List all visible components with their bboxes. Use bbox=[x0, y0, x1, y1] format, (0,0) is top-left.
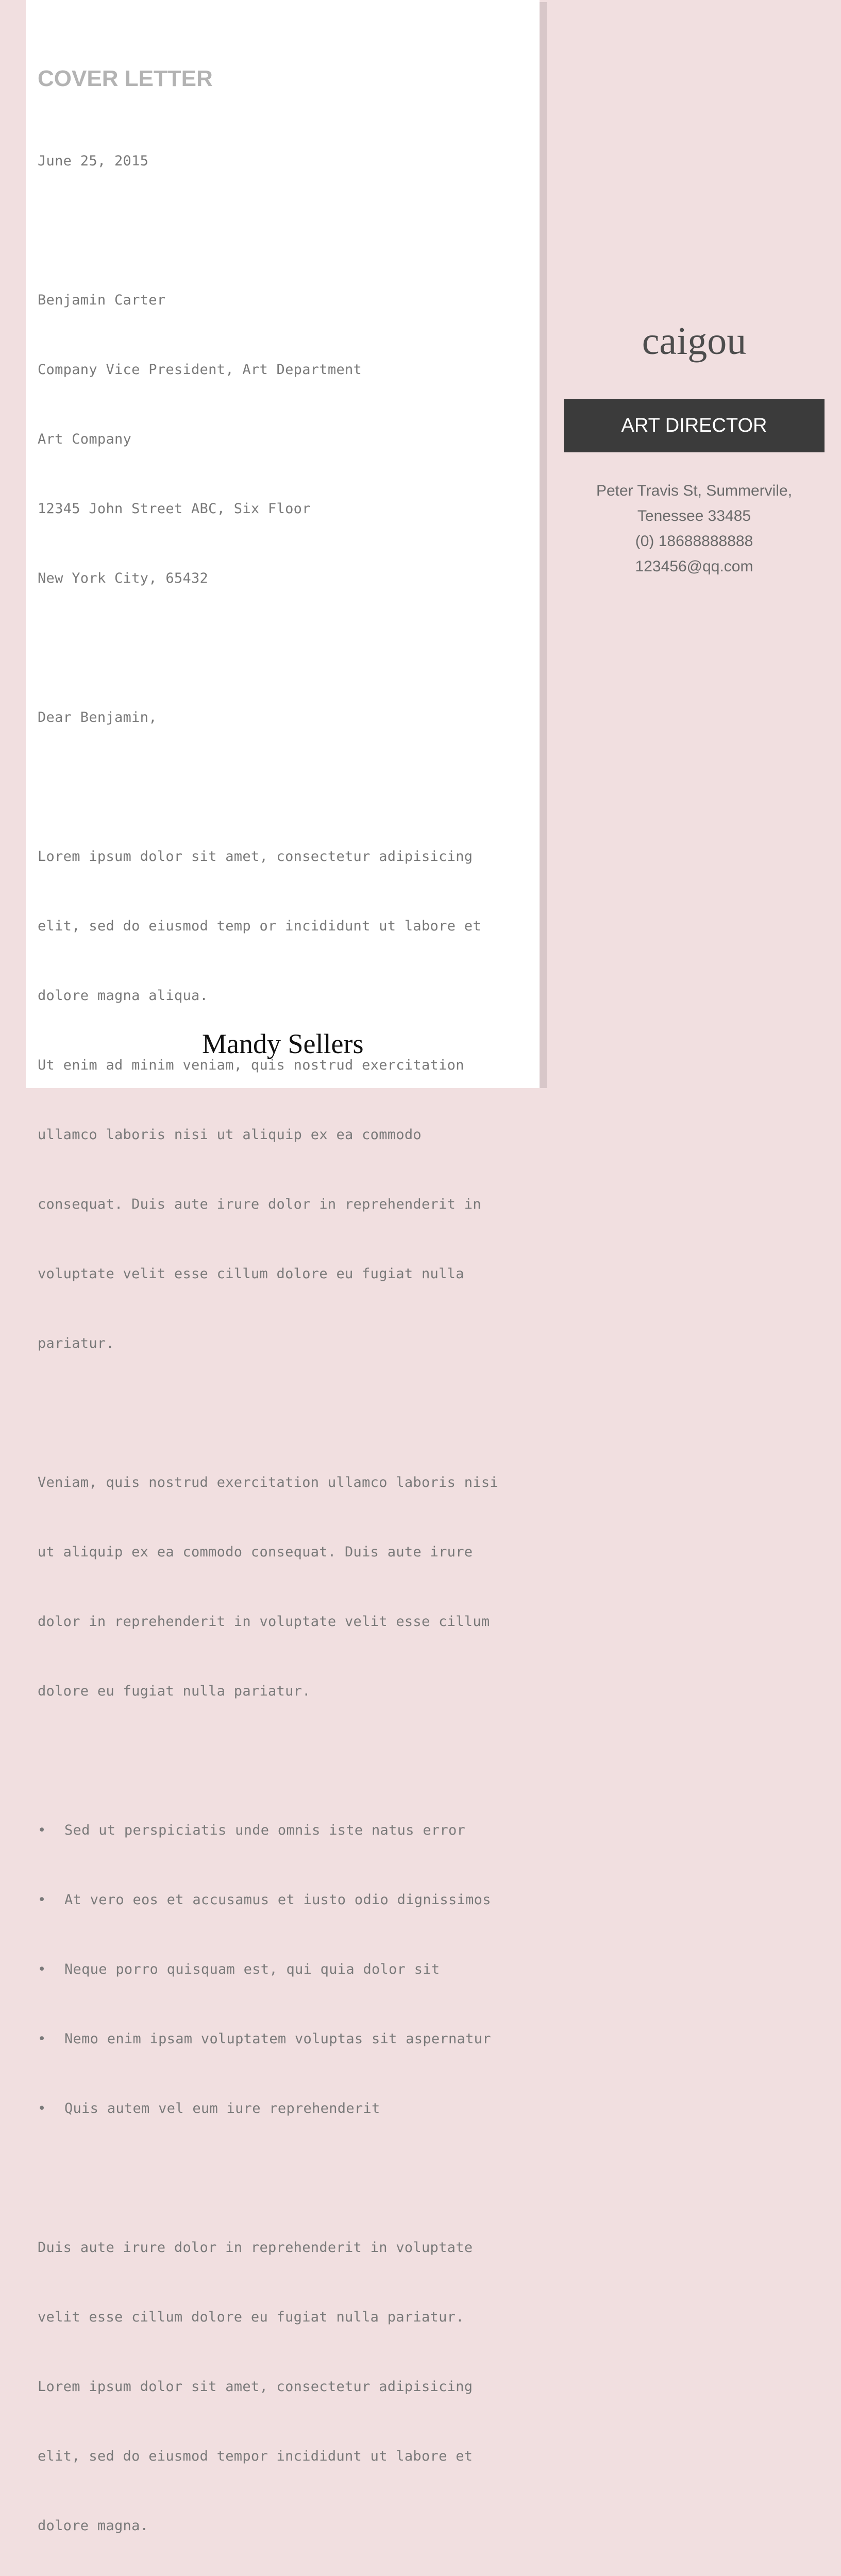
paragraph-line: consequat. Duis aute irure dolor in reprehenderit in bbox=[38, 1196, 481, 1212]
list-item-text: At vero eos et accusamus et iusto odio dignissimos bbox=[64, 1892, 491, 1908]
paragraph-line: elit, sed do eiusmod tempor incididunt ut labore et bbox=[38, 2448, 473, 2464]
bullet-icon: • bbox=[38, 1961, 46, 1977]
email-address: 123456@qq.com bbox=[635, 558, 753, 575]
recipient-name: Benjamin Carter bbox=[38, 292, 166, 308]
sheet-divider bbox=[540, 2, 547, 1088]
paragraph-line: velit esse cillum dolore eu fugiat nulla pariatur. bbox=[38, 2309, 464, 2325]
paragraph-line: Veniam, quis nostrud exercitation ullamco laboris nisi bbox=[38, 1475, 498, 1490]
list-item bbox=[38, 2097, 532, 2120]
paragraph-line: ut aliquip ex ea commodo consequat. Duis aute irure bbox=[38, 1544, 473, 1560]
list-item bbox=[38, 1819, 532, 1842]
recipient-city: New York City, 65432 bbox=[38, 570, 209, 586]
signature: Mandy Sellers bbox=[202, 1028, 364, 1059]
contact-info bbox=[564, 478, 825, 579]
paragraph-line: Lorem ipsum dolor sit amet, consectetur adipisicing bbox=[38, 849, 473, 865]
role-banner: ART DIRECTOR bbox=[564, 399, 825, 452]
bullet-icon: • bbox=[38, 1822, 46, 1838]
letter-date: June 25, 2015 bbox=[38, 153, 149, 169]
address-line-1: Peter Travis St, Summervile, bbox=[596, 482, 793, 499]
paragraph-line: dolore magna. bbox=[38, 2518, 149, 2534]
paragraph-line: elit, sed do eiusmod temp or incididunt ut labore et bbox=[38, 918, 481, 934]
applicant-name: caigou bbox=[642, 319, 747, 363]
sidebar bbox=[564, 0, 825, 1088]
paragraph-line: Ut enim ad minim veniam, quis nostrud exercitation bbox=[38, 1057, 464, 1073]
list-item-text: Nemo enim ipsam voluptatem voluptas sit aspernatur bbox=[64, 2031, 491, 2047]
paragraph-line: dolor in reprehenderit in voluptate velit esse cillum bbox=[38, 1614, 490, 1630]
phone-number: (0) 18688888888 bbox=[635, 533, 753, 550]
paragraph-line: Lorem ipsum dolor sit amet, consectetur adipisicing bbox=[38, 2379, 473, 2395]
recipient-title: Company Vice President, Art Department bbox=[38, 362, 362, 378]
list-item-text: Quis autem vel eum iure reprehenderit bbox=[64, 2100, 380, 2116]
paragraph-line: dolore eu fugiat nulla pariatur. bbox=[38, 1683, 311, 1699]
salutation: Dear Benjamin, bbox=[38, 709, 157, 725]
list-item bbox=[38, 1958, 532, 1981]
list-item-text: Sed ut perspiciatis unde omnis iste natus error bbox=[64, 1822, 466, 1838]
paragraph-line: ullamco laboris nisi ut aliquip ex ea commodo bbox=[38, 1127, 422, 1143]
bullet-icon: • bbox=[38, 2100, 46, 2116]
bullet-icon: • bbox=[38, 2031, 46, 2047]
letter-body bbox=[38, 103, 532, 2576]
recipient-street: 12345 John Street ABC, Six Floor bbox=[38, 501, 311, 517]
paragraph-line: dolore magna aliqua. bbox=[38, 988, 209, 1004]
bullet-icon: • bbox=[38, 1892, 46, 1908]
address-line-2: Tenessee 33485 bbox=[637, 507, 751, 524]
paragraph-line: pariatur. bbox=[38, 1335, 114, 1351]
list-item bbox=[38, 1888, 532, 1911]
paragraph-line: voluptate velit esse cillum dolore eu fugiat nulla bbox=[38, 1266, 464, 1282]
list-item bbox=[38, 2027, 532, 2050]
list-item-text: Neque porro quisquam est, qui quia dolor sit bbox=[64, 1961, 440, 1977]
page-title: COVER LETTER bbox=[38, 66, 213, 91]
recipient-company: Art Company bbox=[38, 431, 132, 447]
paragraph-line: Duis aute irure dolor in reprehenderit in voluptate bbox=[38, 2240, 473, 2256]
